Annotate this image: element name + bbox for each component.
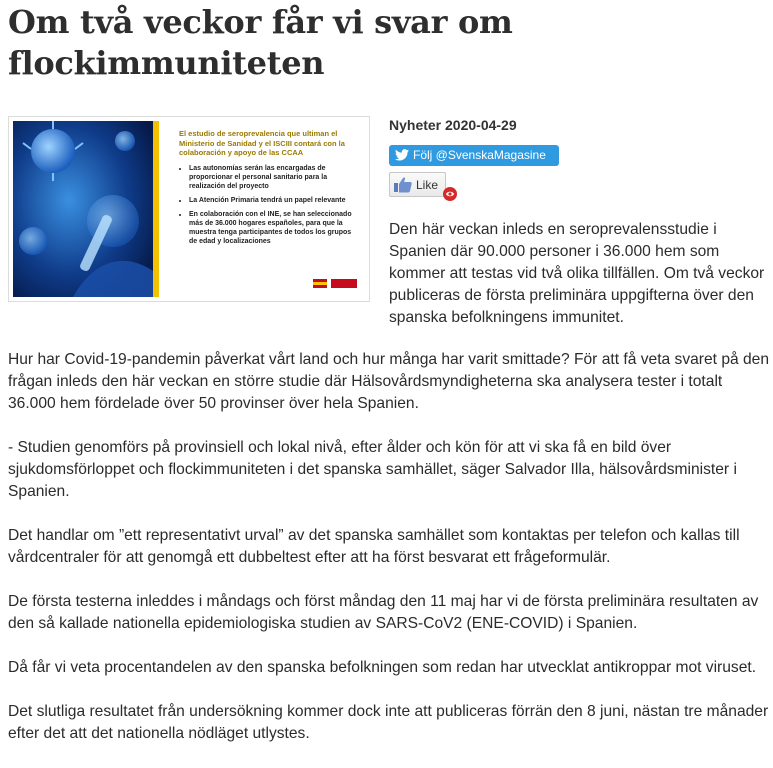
article-paragraph: Hur har Covid-19-pandemin påverkat vårt land och hur många har varit smittade? För att få veta svaret på den frågan inleds den här veckan en större studie där Hälsovårdsmyndigheterna ska analysera tester i totalt 36.000 hem fördelade över 50 provinser över hela Spanien. <box>8 351 770 412</box>
twitter-follow-button[interactable] <box>389 145 559 166</box>
article-paragraph: Det handlar om ”ett representativt urval” av det spanska samhället som kontaktas per telefon och kallas till vårdcentraler för att genomgå ett dubbeltest efter att ha först besvarat ett frågeformulär. <box>8 527 740 566</box>
twitter-bird-icon <box>395 149 409 161</box>
red-badge-icon <box>442 186 458 202</box>
image-bullet: • En colaboración con el INE, se han seleccionado más de 36.000 hogares españoles, para que la muestra tenga participantes de todos los grupos de edad y localizaciones <box>189 210 359 246</box>
like-label: Like <box>416 178 439 192</box>
article-image[interactable] <box>8 116 370 302</box>
article-paragraph: De första testerna inleddes i måndags och först måndag den 11 maj har vi de första preliminära resultaten av den så kallade nationella epidemiologiska studien av SARS-CoV2 (ENE-COVID) i Spanien. <box>8 593 759 632</box>
twitter-follow-label: Följ @SvenskaMagasine <box>413 148 546 162</box>
image-bullet: • Las autonomías serán las encargadas de proporcionar el personal sanitario para la realización del proyecto <box>189 164 359 191</box>
article-meta: Nyheter 2020-04-29 <box>389 117 517 133</box>
image-bullet: • La Atención Primaria tendrá un papel relevante <box>189 196 359 205</box>
article-intro: Den här veckan inleds en seroprevalensstudie i Spanien där 90.000 personer i 36.000 hem som kommer att testas vid två olika tillfällen. Om två veckor publiceras de första preliminära uppgifterna över den spanska befolkningens immunitet. <box>389 221 765 326</box>
article-paragraph: - Studien genomförs på provinsiell och lokal nivå, efter ålder och kön för att vi ska få en bild över sjukdomsförloppet och flockimmuniteten i det spanska samhället, säger Salvador Illa, hälsovårdsminister i Spanien. <box>8 439 737 500</box>
thumbs-up-icon <box>393 176 413 193</box>
image-caption-text <box>179 129 359 251</box>
article-paragraph: Då får vi veta procentandelen av den spanska befolkningen som redan har utvecklat antikroppar mot viruset. <box>8 659 757 676</box>
article-paragraph: Det slutliga resultatet från undersökning kommer dock inte att publiceras förrän den 8 juni, nästan tre månader efter det att det nationella nödläget utlystes. <box>8 703 769 742</box>
image-bullet-list <box>179 164 359 246</box>
image-heading: El estudio de seroprevalencia que ultiman el Ministerio de Sanidad y el ISCIII contará con la colaboración y apoyo de las CCAA <box>179 129 345 157</box>
facebook-like-button[interactable] <box>389 172 446 197</box>
article-body <box>8 349 770 767</box>
article-title: Om två veckor får vi svar om flockimmuniteten <box>8 3 513 82</box>
